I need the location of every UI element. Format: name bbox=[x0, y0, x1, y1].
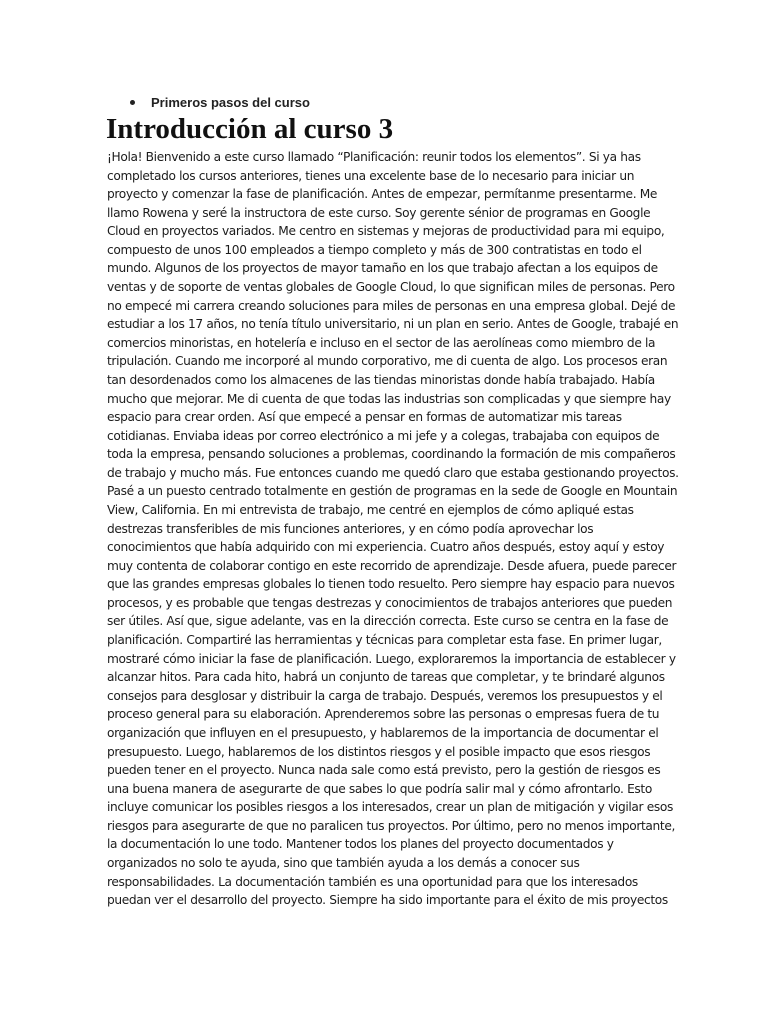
body-paragraph bbox=[107, 148, 679, 910]
paragraph-line: de trabajo y mucho más. Fue entonces cuando me quedó claro que estaba gestionando proyectos. bbox=[107, 465, 679, 480]
paragraph-line: no empecé mi carrera creando soluciones para miles de personas en una empresa global. Dejé de bbox=[107, 298, 676, 313]
paragraph-line: presupuesto. Luego, hablaremos de los distintos riesgos y el posible impacto que esos riesgos bbox=[107, 744, 651, 759]
paragraph-line: Cloud en proyectos variados. Me centro en sistemas y mejoras de productividad para mi equipo, bbox=[107, 224, 665, 239]
paragraph-line: responsabilidades. La documentación también es una oportunidad para que los interesados bbox=[107, 874, 638, 889]
paragraph-line: puedan ver el desarrollo del proyecto. Siempre ha sido importante para el éxito de mis proyectos bbox=[107, 893, 668, 908]
paragraph-line: una buena manera de asegurarte de que sabes lo que podría salir mal y cómo afrontarlo. Esto bbox=[107, 781, 652, 796]
paragraph-line: muy contenta de colaborar contigo en este recorrido de aprendizaje. Desde afuera, puede parecer bbox=[107, 558, 677, 573]
paragraph-line: destrezas transferibles de mis funciones anteriores, y en cómo podía aprovechar los bbox=[107, 521, 594, 536]
paragraph-line: conocimientos que había adquirido con mi experiencia. Cuatro años después, estoy aquí y estoy bbox=[107, 540, 665, 555]
paragraph-line: ventas y de soporte de ventas globales de Google Cloud, lo que significan miles de personas. Pero bbox=[107, 280, 675, 295]
paragraph-line: ¡Hola! Bienvenido a este curso llamado “Planificación: reunir todos los elementos”. Si ya has bbox=[107, 150, 641, 164]
bullet-item-label: Primeros pasos del curso bbox=[151, 95, 310, 110]
bullet-dot-icon bbox=[130, 100, 135, 105]
paragraph-line: organizados no solo te ayuda, sino que también ayuda a los demás a conocer sus bbox=[107, 855, 580, 870]
paragraph-line: comercios minoristas, en hotelería e incluso en el sector de las aerolíneas como miembro de la bbox=[107, 335, 656, 350]
paragraph-line: cotidianas. Enviaba ideas por correo electrónico a mi jefe y a colegas, trabajaba con equipos de bbox=[107, 428, 660, 443]
paragraph-line: organización que influyen en el presupuesto, y hablaremos de la importancia de documentar el bbox=[107, 725, 659, 740]
paragraph-line: mundo. Algunos de los proyectos de mayor tamaño en los que trabajo afectan a los equipos de bbox=[107, 261, 658, 276]
paragraph-line: mucho que mejorar. Me di cuenta de que todas las industrias son complicadas y que siempre hay bbox=[107, 391, 671, 406]
bullet-list bbox=[130, 94, 310, 111]
page-title: Introducción al curso 3 bbox=[106, 113, 394, 145]
paragraph-line: la documentación lo une todo. Mantener todos los planes del proyecto documentados y bbox=[107, 837, 614, 852]
paragraph-line: consejos para desglosar y distribuir la carga de trabajo. Después, veremos los presupuestos y el bbox=[107, 688, 663, 703]
paragraph-line: Pasé a un puesto centrado totalmente en gestión de programas en la sede de Google en Mountain bbox=[107, 484, 678, 499]
bullet-item-course-start bbox=[130, 94, 310, 111]
paragraph-line: que las grandes empresas globales lo tienen todo resuelto. Pero siempre hay espacio para nuevos bbox=[107, 577, 675, 592]
paragraph-line: tan desordenados como los almacenes de las tiendas minoristas donde había trabajado. Había bbox=[107, 372, 655, 387]
paragraph-line: llamo Rowena y seré la instructora de este curso. Soy gerente sénior de programas en Google bbox=[107, 205, 651, 220]
paragraph-line: ser útiles. Así que, sigue adelante, vas en la dirección correcta. Este curso se centra en la fase de bbox=[107, 614, 669, 629]
paragraph-line: incluye comunicar los posibles riesgos a los interesados, crear un plan de mitigación y vigilar esos bbox=[107, 800, 673, 815]
paragraph-line: alcanzar hitos. Para cada hito, habrá un conjunto de tareas que completar, y te brindaré algunos bbox=[107, 670, 665, 685]
paragraph-line: tripulación. Cuando me incorporé al mundo corporativo, me di cuenta de algo. Los procesos eran bbox=[107, 354, 668, 369]
paragraph-line: proyecto y comenzar la fase de planificación. Antes de empezar, permítanme presentarme. Me bbox=[107, 187, 658, 202]
paragraph-line: espacio para crear orden. Así que empecé a pensar en formas de automatizar mis tareas bbox=[107, 410, 622, 425]
paragraph-line: procesos, y es probable que tengas destrezas y conocimientos de trabajos anteriores que pueden bbox=[107, 595, 673, 610]
paragraph-line: mostraré cómo iniciar la fase de planificación. Luego, exploraremos la importancia de establecer y bbox=[107, 651, 676, 666]
paragraph-line: estudiar a los 17 años, no tenía título universitario, ni un plan en serio. Antes de Google, trabajé en bbox=[107, 317, 679, 332]
paragraph-line: proceso general para su elaboración. Aprenderemos sobre las personas o empresas fuera de tu bbox=[107, 707, 660, 722]
paragraph-line: pueden tener en el proyecto. Nunca nada sale como está previsto, pero la gestión de riesgos es bbox=[107, 763, 661, 778]
paragraph-line: completado los cursos anteriores, tienes una excelente base de lo necesario para iniciar un bbox=[107, 168, 635, 183]
paragraph-line: planificación. Compartiré las herramientas y técnicas para completar esta fase. En primer lugar, bbox=[107, 633, 662, 648]
paragraph-line: toda la empresa, pensando soluciones a problemas, coordinando la formación de mis compañeros bbox=[107, 447, 676, 462]
paragraph-line: View, California. En mi entrevista de trabajo, me centré en ejemplos de cómo apliqué estas bbox=[107, 502, 634, 517]
paragraph-line: riesgos para asegurarte de que no paralicen tus proyectos. Por último, pero no menos importante, bbox=[107, 818, 676, 833]
paragraph-line: compuesto de unos 100 empleados a tiempo completo y más de 300 contratistas en todo el bbox=[107, 242, 642, 257]
